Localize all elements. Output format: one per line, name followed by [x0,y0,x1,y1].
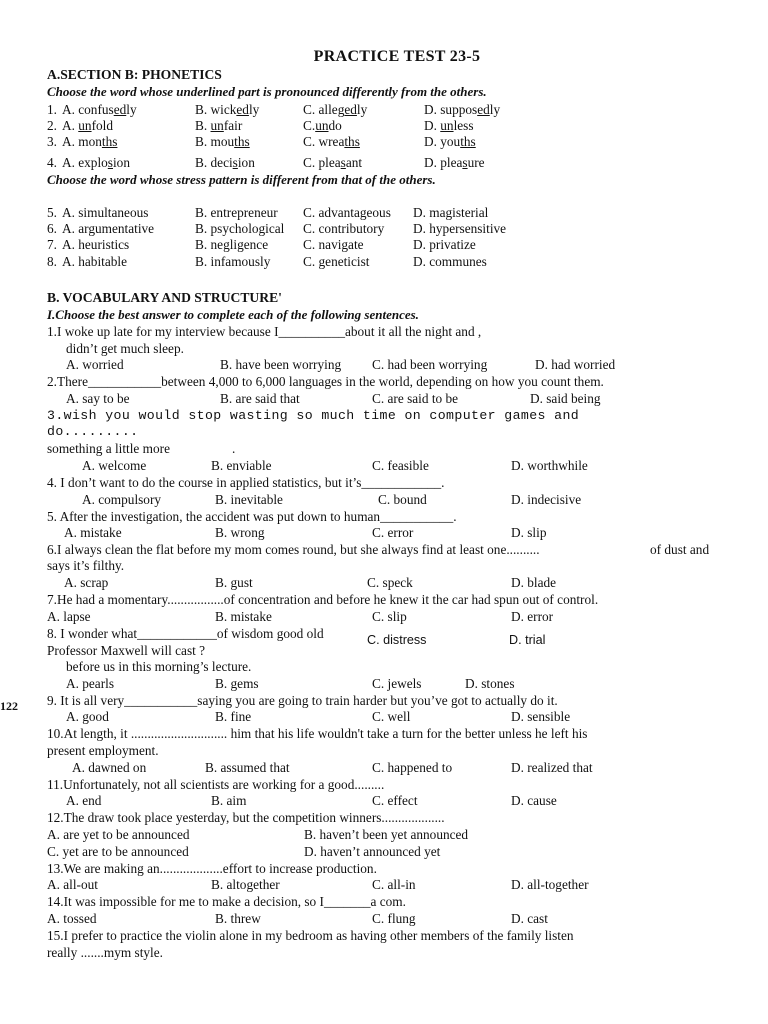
q8-option-c-inline: C. distress [367,633,427,647]
q1-option-c: C. had been worrying [372,357,488,372]
q4-option-d: D. indecisive [511,492,582,507]
q4-option-c: C. bound [378,492,427,507]
page-title: PRACTICE TEST 23-5 [313,48,481,65]
q12-option-b: B. haven’t been yet announced [304,827,469,842]
q13-option-d: D. all-together [511,877,589,892]
option-c: C. advantageous [303,205,391,220]
question-9-stem: 9. It is all very___________saying you are going to train harder but you’ve got to actually do it. [47,693,558,708]
q3-option-c: C. feasible [372,458,429,473]
question-3-stem: 3.wish you would stop wasting so much time on computer games and [47,408,580,423]
option-a: A. confusedly [62,102,137,117]
phonetics-instruction-1: Choose the word whose underlined part is pronounced differently from the others. [47,84,487,99]
q11-option-b: B. aim [211,793,247,808]
q9-option-b: B. fine [215,709,252,724]
option-b: B. unfair [195,118,243,133]
q6-option-c: C. speck [367,575,413,590]
q14-option-d: D. cast [511,911,548,926]
q2-option-d: D. said being [530,391,601,406]
option-b: B. wickedly [195,102,260,117]
option-d: D. unless [424,118,474,133]
question-number: 2. [47,118,57,133]
option-a: A. explosion [62,155,130,170]
question-number: 6. [47,221,57,236]
option-d: D. hypersensitive [413,221,507,236]
option-b: B. infamously [195,254,271,269]
option-a: A. unfold [62,118,113,133]
option-d: D. communes [413,254,487,269]
option-d: D. supposedly [424,102,501,117]
q8-option-d: D. stones [465,676,515,691]
q9-option-c: C. well [372,709,411,724]
q5-option-b: B. wrong [215,525,265,540]
question-6-stem-cont: says it’s filthy. [47,558,125,573]
q11-option-a: A. end [66,793,102,808]
question-10-stem-cont: present employment. [47,743,159,758]
q13-option-a: A. all-out [47,877,98,892]
option-a: A. habitable [62,254,127,269]
option-b: B. negligence [195,237,269,252]
question-8-stem-cont2: before us in this morning’s lecture. [66,659,252,674]
question-13-stem: 13.We are making an...................effort to increase production. [47,861,377,876]
question-number: 3. [47,134,57,149]
q5-option-a: A. mistake [64,525,122,540]
question-6-stem: 6.I always clean the flat before my mom comes round, but she always find at least one.......... [47,542,540,557]
option-b: B. mouths [195,134,250,149]
q10-option-a: A. dawned on [72,760,147,775]
option-b: B. entrepreneur [195,205,278,220]
question-number: 8. [47,254,57,269]
question-number: 1. [47,102,57,117]
vocabulary-instruction: I.Choose the best answer to complete each of the following sentences. [47,307,419,322]
q3-option-a: A. welcome [82,458,147,473]
q14-option-b: B. threw [215,911,261,926]
question-3-stem-cont: do......... [47,424,139,439]
question-2-stem: 2.There___________between 4,000 to 6,000 languages in the world, depending on how you count them. [47,374,604,389]
q7-option-b: B. mistake [215,609,272,624]
q13-option-c: C. all-in [372,877,416,892]
option-d: D. pleasure [424,155,485,170]
q12-option-a: A. are yet to be announced [47,827,190,842]
q8-option-d-inline: D. trial [509,633,546,647]
option-a: A. months [62,134,118,149]
question-1-stem: 1.I woke up late for my interview because I__________about it all the night and , [47,324,482,339]
question-15-stem: 15.I prefer to practice the violin alone in my bedroom as having other members of the family listen [47,928,574,943]
option-c: C. allegedly [303,102,368,117]
q4-option-b: B. inevitable [215,492,283,507]
question-5-stem: 5. After the investigation, the accident was put down to human___________. [47,509,457,524]
question-14-stem: 14.It was impossible for me to make a decision, so I_______a com. [47,894,406,909]
q1-option-a: A. worried [66,357,124,372]
q5-option-c: C. error [372,525,414,540]
question-number: 4. [47,155,57,170]
question-10-stem: 10.At length, it ............................. him that his life wouldn't take a turn for the better unless he left his [47,726,588,741]
q10-option-d: D. realized that [511,760,593,775]
q11-option-d: D. cause [511,793,557,808]
q2-option-a: A. say to be [66,391,130,406]
q10-option-c: C. happened to [372,760,453,775]
option-c: C.undo [303,118,342,133]
q3-option-d: D. worthwhile [511,458,588,473]
q2-option-b: B. are said that [220,391,300,406]
question-number: 7. [47,237,57,252]
option-a: A. simultaneous [62,205,149,220]
q7-option-d: D. error [511,609,554,624]
q7-option-a: A. lapse [47,609,91,624]
question-8-stem-cont: Professor Maxwell will cast ? [47,643,206,658]
q6-option-d: D. blade [511,575,557,590]
q3-option-b: B. enviable [211,458,272,473]
q6-option-b: B. gust [215,575,253,590]
q10-option-b: B. assumed that [205,760,290,775]
option-d: D. privatize [413,237,476,252]
option-b: B. decision [195,155,255,170]
option-c: C. contributory [303,221,385,236]
q8-option-c: C. jewels [372,676,422,691]
q12-option-c: C. yet are to be announced [47,844,189,859]
q14-option-c: C. flung [372,911,416,926]
phonetics-instruction-2: Choose the word whose stress pattern is different from that of the others. [47,172,436,187]
question-3-stem-dot: . [232,441,236,456]
question-8-stem: 8. I wonder what____________of wisdom good old [47,626,324,641]
q12-option-d: D. haven’t announced yet [304,844,441,859]
q2-option-c: C. are said to be [372,391,459,406]
q9-option-d: D. sensible [511,709,571,724]
section-b-heading: B. VOCABULARY AND STRUCTURE' [47,290,282,305]
question-number: 5. [47,205,57,220]
option-c: C. geneticist [303,254,370,269]
q11-option-c: C. effect [372,793,418,808]
question-1-stem-cont: didn’t get much sleep. [66,341,184,356]
section-a-heading: A.SECTION B: PHONETICS [47,67,222,82]
question-11-stem: 11.Unfortunately, not all scientists are working for a good......... [47,777,385,792]
q8-option-a: A. pearls [66,676,114,691]
q14-option-a: A. tossed [47,911,97,926]
q13-option-b: B. altogether [211,877,280,892]
question-12-stem: 12.The draw took place yesterday, but the competition winners................... [47,810,445,825]
option-a: A. argumentative [62,221,155,236]
q4-option-a: A. compulsory [82,492,162,507]
q5-option-d: D. slip [511,525,547,540]
option-c: C. wreaths [303,134,360,149]
q1-option-d: D. had worried [535,357,616,372]
question-15-stem-cont: really .......mym style. [47,945,163,960]
option-a: A. heuristics [62,237,130,252]
option-c: C. pleasant [303,155,363,170]
q7-option-c: C. slip [372,609,407,624]
question-3-stem-cont2: something a little more [47,441,170,456]
question-7-stem: 7.He had a momentary.................of concentration and before he knew it the car had spun out of control. [47,592,599,607]
q1-option-b: B. have been worrying [220,357,342,372]
question-4-stem: 4. I don’t want to do the course in applied statistics, but it’s____________. [47,475,445,490]
option-d: D. magisterial [413,205,489,220]
option-b: B. psychological [195,221,285,236]
option-c: C. navigate [303,237,364,252]
option-d: D. youths [424,134,476,149]
q6-option-a: A. scrap [64,575,109,590]
page-number: 122 [0,699,18,713]
q8-option-b: B. gems [215,676,259,691]
q9-option-a: A. good [66,709,109,724]
question-6-stem-end: of dust and [650,542,710,557]
